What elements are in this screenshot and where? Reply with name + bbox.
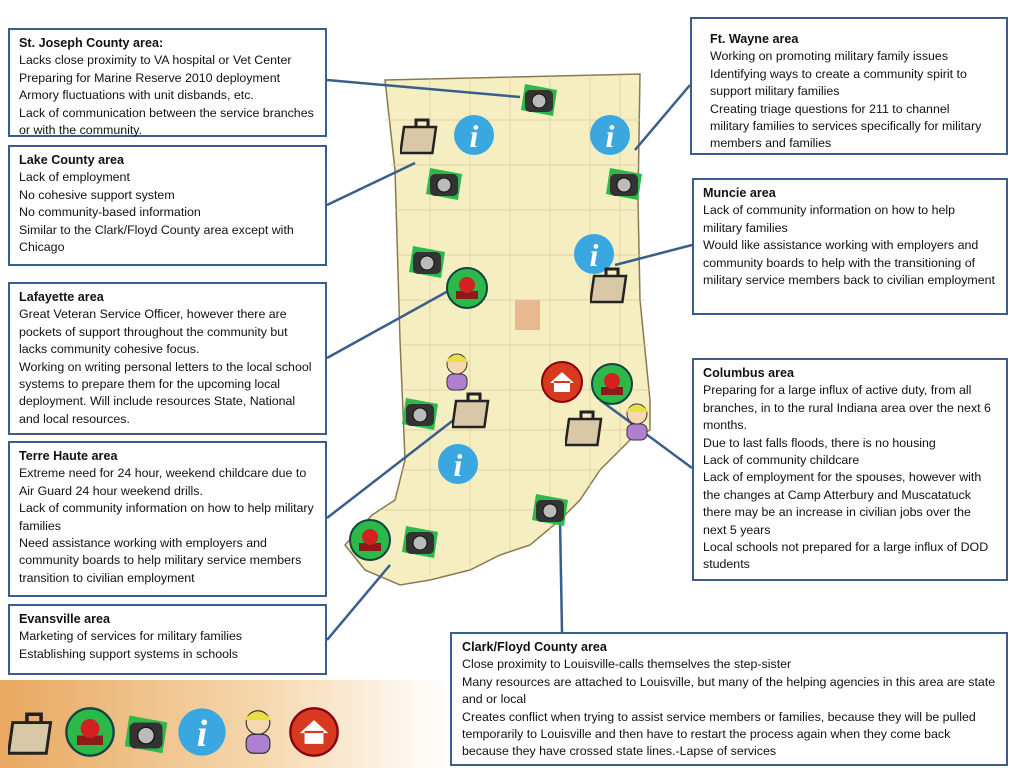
muncie-box	[692, 178, 1008, 315]
info-icon	[436, 442, 480, 491]
legend-briefcase-icon	[8, 706, 60, 763]
box-line: Close proximity to Louisville-calls themselves the step-sister	[462, 657, 792, 672]
box-line: Marketing of services for military families	[19, 629, 243, 644]
telephone-icon	[405, 238, 449, 287]
apple-book-icon	[348, 518, 392, 567]
box-title: Columbus area	[703, 366, 794, 380]
box-line: Lack of community childcare	[703, 453, 860, 468]
box-line: Lack of employment for the spouses, however with the changes at Camp Atterbury and Muscatatuck there may be an increase in civilian jobs over the next 5 years	[703, 470, 982, 537]
terre-haute-box	[8, 441, 327, 597]
box-line: Lack of community information on how to help military families	[703, 203, 956, 235]
briefcase-icon	[452, 387, 496, 436]
lafayette-box	[8, 282, 327, 435]
box-line: Lack of community information on how to help military families	[19, 501, 314, 533]
lake-box	[8, 145, 327, 266]
info-icon	[588, 113, 632, 162]
box-line: Lack of employment	[19, 170, 130, 185]
legend-baby-icon	[232, 706, 284, 763]
box-line: Would like assistance working with employers and community boards to help with the transitioning of military service members back to civilian employment	[703, 238, 995, 288]
box-line: No cohesive support system	[19, 187, 175, 202]
box-line: Great Veteran Service Officer, however there are pockets of support throughout the community but lacks community cohesive focus.	[19, 307, 288, 357]
box-line: Lacks close proximity to VA hospital or Vet Center	[19, 53, 292, 68]
box-line: Similar to the Clark/Floyd County area except with Chicago	[19, 222, 294, 255]
box-title: Terre Haute area	[19, 449, 118, 463]
box-line: Local schools not prepared for a large influx of DOD students	[703, 540, 989, 572]
evansville-box	[8, 604, 327, 675]
telephone-icon	[398, 390, 442, 439]
box-title: Evansville area	[19, 612, 111, 626]
briefcase-icon	[565, 405, 609, 454]
svg-text:i: i	[196, 713, 208, 756]
box-line: Lack of communication between the service branches or with the community.	[19, 105, 314, 138]
legend-info-icon	[176, 706, 228, 763]
briefcase-icon	[400, 113, 444, 162]
legend-telephone-icon	[120, 706, 172, 763]
box-title: Clark/Floyd County area	[462, 640, 607, 654]
info-icon	[452, 113, 496, 162]
box-title: St. Joseph County area:	[19, 36, 164, 50]
box-line: Due to last falls floods, there is no housing	[703, 435, 936, 450]
box-line: Creating triage questions for 211 to channel military families to services specifically for military members and families	[710, 101, 982, 151]
svg-text:i: i	[453, 447, 463, 483]
box-line: Establishing support systems in schools	[19, 646, 239, 661]
box-line: Many resources are attached to Louisville, but many of the helping agencies in this area are state and or local	[462, 674, 996, 707]
box-line: Preparing for a large influx of active duty, from all branches, in to the rural Indiana area over the next 6 months.	[703, 383, 991, 433]
telephone-icon	[398, 518, 442, 567]
box-line: Need assistance working with employers and community boards to help military service members transition to civilian employment	[19, 536, 302, 585]
baby-icon	[615, 400, 659, 449]
box-line: Working on promoting military family issues	[710, 49, 949, 64]
box-title: Ft. Wayne area	[710, 32, 799, 46]
box-title: Lake County area	[19, 153, 124, 167]
briefcase-icon	[590, 262, 634, 311]
legend-home-icon	[288, 706, 340, 763]
telephone-icon	[422, 160, 466, 209]
box-line: Armory fluctuations with unit disbands, etc.	[19, 88, 254, 103]
columbus-box	[692, 358, 1008, 581]
box-title: Muncie area	[703, 186, 776, 200]
telephone-icon	[528, 486, 572, 535]
svg-text:i: i	[589, 237, 599, 273]
box-line: Creates conflict when trying to assist service members or families, because they will be pulled temporarily to Louisville and then have to restart the process again when they come back because they have crossed state lines.-Lapse of services	[462, 709, 976, 759]
ft-wayne-box	[690, 17, 1008, 155]
apple-book-icon	[445, 266, 489, 315]
legend-apple-book-icon	[64, 706, 116, 763]
telephone-icon	[517, 76, 561, 125]
svg-text:i: i	[605, 118, 615, 154]
svg-text:i: i	[469, 118, 479, 154]
home-icon	[540, 360, 584, 409]
box-line: Working on writing personal letters to the local school systems to prepare them for the upcoming local deployment. Will include resources State, National and local resources.	[19, 359, 312, 426]
box-line: Identifying ways to create a community spirit to support military families	[710, 66, 967, 99]
st-joseph-box	[8, 28, 327, 137]
box-title: Lafayette area	[19, 290, 104, 304]
box-line: Extreme need for 24 hour, weekend childcare due to Air Guard 24 hour weekend drills.	[19, 466, 307, 498]
telephone-icon	[602, 160, 646, 209]
box-line: Preparing for Marine Reserve 2010 deployment	[19, 70, 281, 85]
box-line: No community-based information	[19, 205, 201, 220]
clark-floyd-box	[450, 632, 1008, 766]
